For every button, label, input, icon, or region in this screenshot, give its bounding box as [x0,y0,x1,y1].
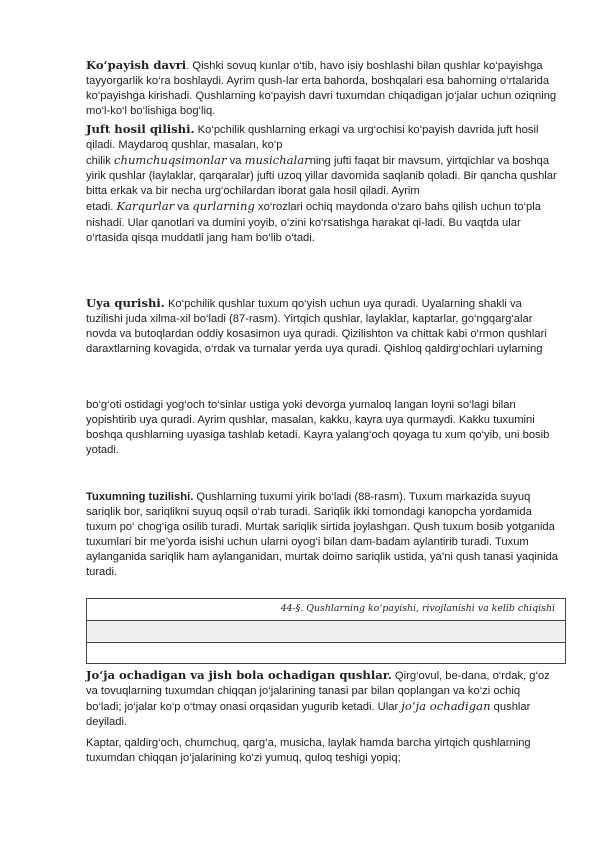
paragraph-egg-structure: Tuxumning tuzilishi. Qushlarning tuxumi yirik bo‘ladi (88-rasm). Tuxum markazida suyuq sariqlik bor, sariqlikni suyuq oqsil o‘rab turadi. Sariqlik ikki tomondagi kanopcha yordamida tuxum po‘ chog‘iga osilib turadi. Murtak sariqlik sirtida joylashgan. Qush tuxum bosib yotganida tuxumlari bir me’yorda isishi uchun ularni oyog‘i bilan dam-badam aylantirib turadi. Tuxum aylanganida sariqlik ham aylanganidan, murtak doimo sariqlik ustida, ya’ni qush tanasi yaqinida turadi. [86,491,559,579]
page-header-frame [86,598,566,664]
paragraph-nest-building-continued: bo‘g‘oti ostidagi yog‘och to‘sinlar ustiga yoki devorga yumaloq langan loyni so‘lagi bilan yopishtirib uya quradi. Ayrim qushlar, masalan, kakku, kayra uya qurmaydi. Kakku tuxumini boshqa qushlarning uyasiga tashlab ketadi. Kayra yalang‘och qoyaga tu xum qo‘yib, uni bosib yotadi. [86,399,550,457]
paragraph-pair-formation: Juft hosil qilishi. Ko‘pchilik qushlarning erkagi va urg‘ochisi ko‘payish davrida juft hosil qiladi. Maydaroq qushlar, masalan, ko‘p chilik chumchuqsimonlar va musichalarning jufti faqat bir mavsum, yirtqichlar va boshqa yirik qushlar (laylaklar, qarqaralar) jufti uzoq yillar davomida saqlanib qoladi. Bir qancha qushlar bitta erkak va bir necha urg‘ochilardan iborat gala hosil qiladi. Ayrim etadi. Karqurlar va qurlarning xo‘rozlari ochiq maydonda o‘zaro bahs qilish uchun to‘pla nishadi. Ular qanotlari va dumini yoyib, o‘zini ko‘rsatishga harakat qi-ladi. Bu vaqtda ular o‘rtasida qisqa muddatli jang ham bo‘lib o‘tadi. [86,122,557,244]
heading-nest-building: Uya qurishi. [86,296,165,310]
heading-pair-formation: Juft hosil qilishi. [86,122,195,136]
paragraph-nest-building: Uya qurishi. Ko‘pchilik qushlar tuxum qo‘yish uchun uya quradi. Uyalarning shakli va tuzilishi juda xilma-xil bo‘ladi (87-rasm). Yirtqich qushlar, laylaklar, kaptarlar, go‘ngqarg‘alar novda va butoqlardan oddiy kosasimon uya quradi. Qizilishton va chittak kabi o‘rmon qushlari daraxtlarning kovagida, o‘rdak va turnalar yerda uya quradi. Qishloq qaldirg‘ochlari uylarning [86,296,547,356]
header-shaded-row [87,621,565,643]
heading-breeding-period: Ko‘payish davri [86,58,187,72]
heading-chick-types: Jo‘ja ochadigan va jish bola ochadigan qushlar. [86,668,392,682]
paragraph-breeding-period: Ko‘payish davri. Qishki sovuq kunlar o‘tib, havo isiy boshlashi bilan qushlar ko‘payishga tayyorgarlik ko‘ra boshlaydi. Ayrim qush-lar erta bahorda, boshqalari esa bahorning o‘rtalarida ko‘payishga kirishadi. Qushlarning ko‘payish davri tuxumdan chiqadigan jo‘jalar uchun oziqning mo‘l-ko‘l bo‘lishiga bog‘liq. [86,58,557,118]
paragraph-chick-types: Jo‘ja ochadigan va jish bola ochadigan qushlar. Qirg‘ovul, be-dana, o‘rdak, g‘oz va tovuqlarning tuxumdan chiqqan jo‘jalarining tanasi par bilan qoplangan va ko‘zi ochiq bo‘ladi; jo‘jalar ko‘p o‘tmay onasi orqasidan yugurib ketadi. Ular jo‘ja ochadigan qushlar deyiladi. [86,668,550,729]
heading-egg-structure: Tuxumning tuzilishi. [86,491,194,503]
paragraph-altricial-birds: Kaptar, qaldirg‘och, chumchuq, qarg‘a, musicha, laylak hamda barcha yirtqich qushlarning tuxumdan chiqqan jo‘jalarining ko‘zi yumuq, quloq teshigi yopiq; [86,737,531,765]
header-row [87,599,565,621]
running-head: 44-§. Qushlarning ko‘payishi, rivojlanishi va kelib chiqishi [280,603,555,614]
